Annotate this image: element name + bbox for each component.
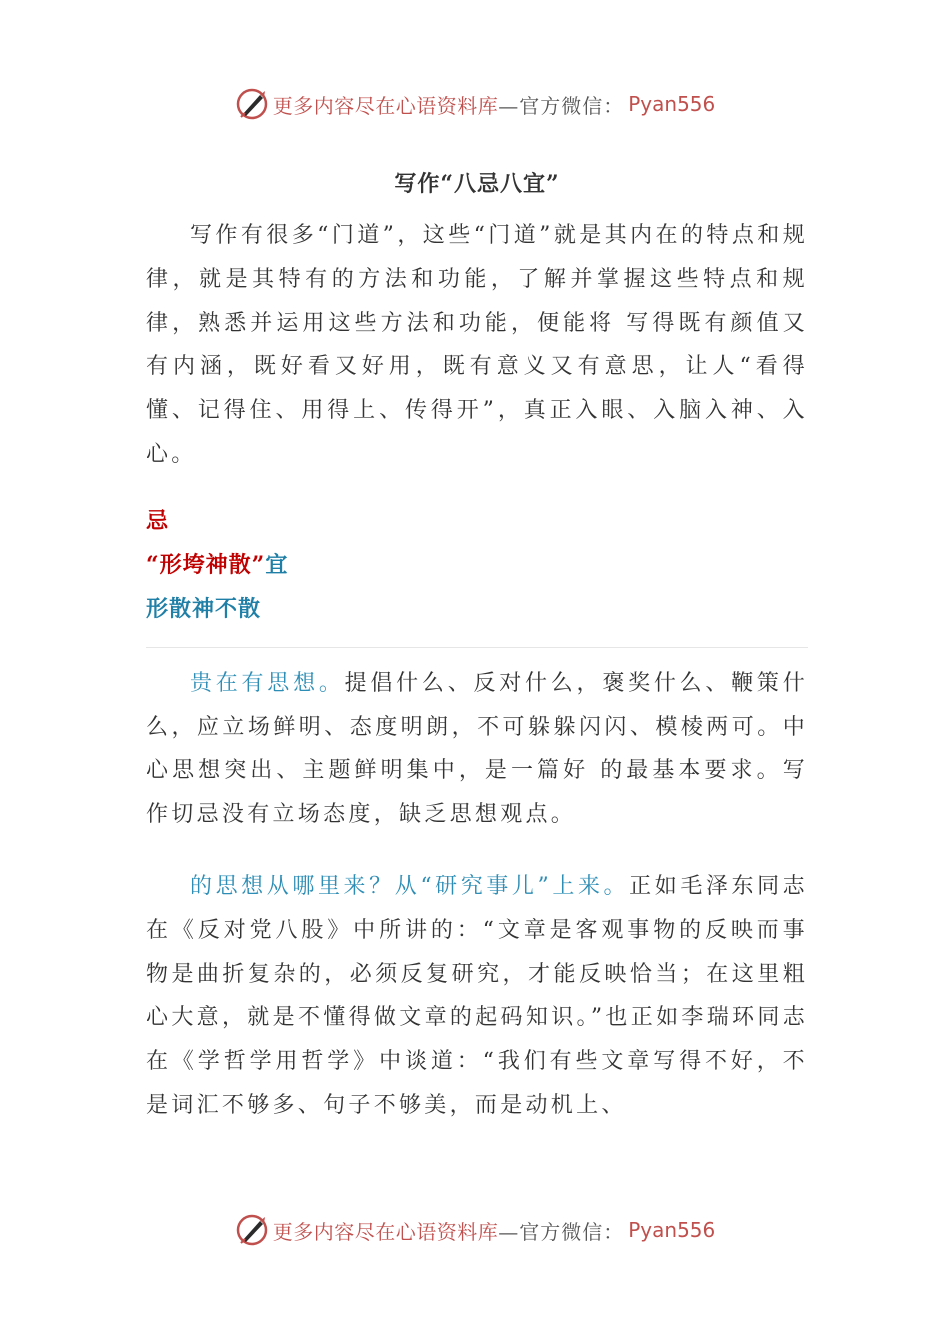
paragraph-thought-lead: 贵在有思想。 <box>190 670 345 696</box>
paragraph-thought <box>146 662 808 837</box>
banner-wechat-label: —官方微信： <box>498 1219 625 1244</box>
quill-logo-icon <box>235 87 269 121</box>
header-banner <box>0 84 950 124</box>
banner-site-name: 更多内容尽在心语资料库 <box>272 93 499 118</box>
yi-label: 宜 <box>265 551 289 578</box>
intro-paragraph: 写作有很多“门道”，这些“门道”就是其内在的特点和规律，就是其特有的方法和功能，了解并掌握这些特点和规律，熟悉并运用这些方法和功能，便能将 写得既有颜值又有内涵，既好看又好用，既有意义又有意思，让人“看得懂、记得住、用得上、传得开”，真正入眼、入脑入神、入心。 <box>146 223 808 467</box>
paragraph-source-lead: 的思想从哪里来？从“研究事儿”上来。 <box>190 873 630 899</box>
quill-logo-icon <box>235 1213 269 1247</box>
page-title: 写作“八忌八宜” <box>394 171 560 197</box>
banner-site-name: 更多内容尽在心语资料库 <box>272 1219 499 1244</box>
spacer <box>146 477 808 499</box>
footer-banner <box>0 1210 950 1250</box>
ji-label: 忌 <box>146 507 170 534</box>
ji-yi-line <box>146 543 808 587</box>
paragraph-source-body: 正如毛泽东同志在《反对党八股》中所讲的：“文章是客观事物的反映而事物是曲折复杂的，必须反复研究，才能反映恰当；在这里粗心大意，就是不懂得做文章的起码知识。”也正如李瑞环同志在《学哲学用哲学》中谈道：“我们有些文章写得不好，不是词汇不够多、句子不够美，而是动机上、 <box>146 873 808 1118</box>
paragraph-source <box>146 865 808 1128</box>
banner-wechat-handle: Pyan556 <box>628 92 716 116</box>
banner-wechat-handle: Pyan556 <box>628 1218 716 1242</box>
document-body <box>146 162 808 1128</box>
ji-item: “形垮神散” <box>146 551 266 578</box>
section-divider <box>146 647 808 648</box>
paragraph-thought-body: 提倡什么、反对什么，褒奖什么、鞭策什么，应立场鲜明、态度明朗，不可躲躲闪闪、模棱两可。中心思想突出、主题鲜明集中，是一篇好 的最基本要求。写作切忌没有立场态度，缺乏思想观点。 <box>146 670 808 828</box>
banner-wechat-label: —官方微信： <box>498 93 625 118</box>
yi-item: 形散神不散 <box>146 595 262 622</box>
